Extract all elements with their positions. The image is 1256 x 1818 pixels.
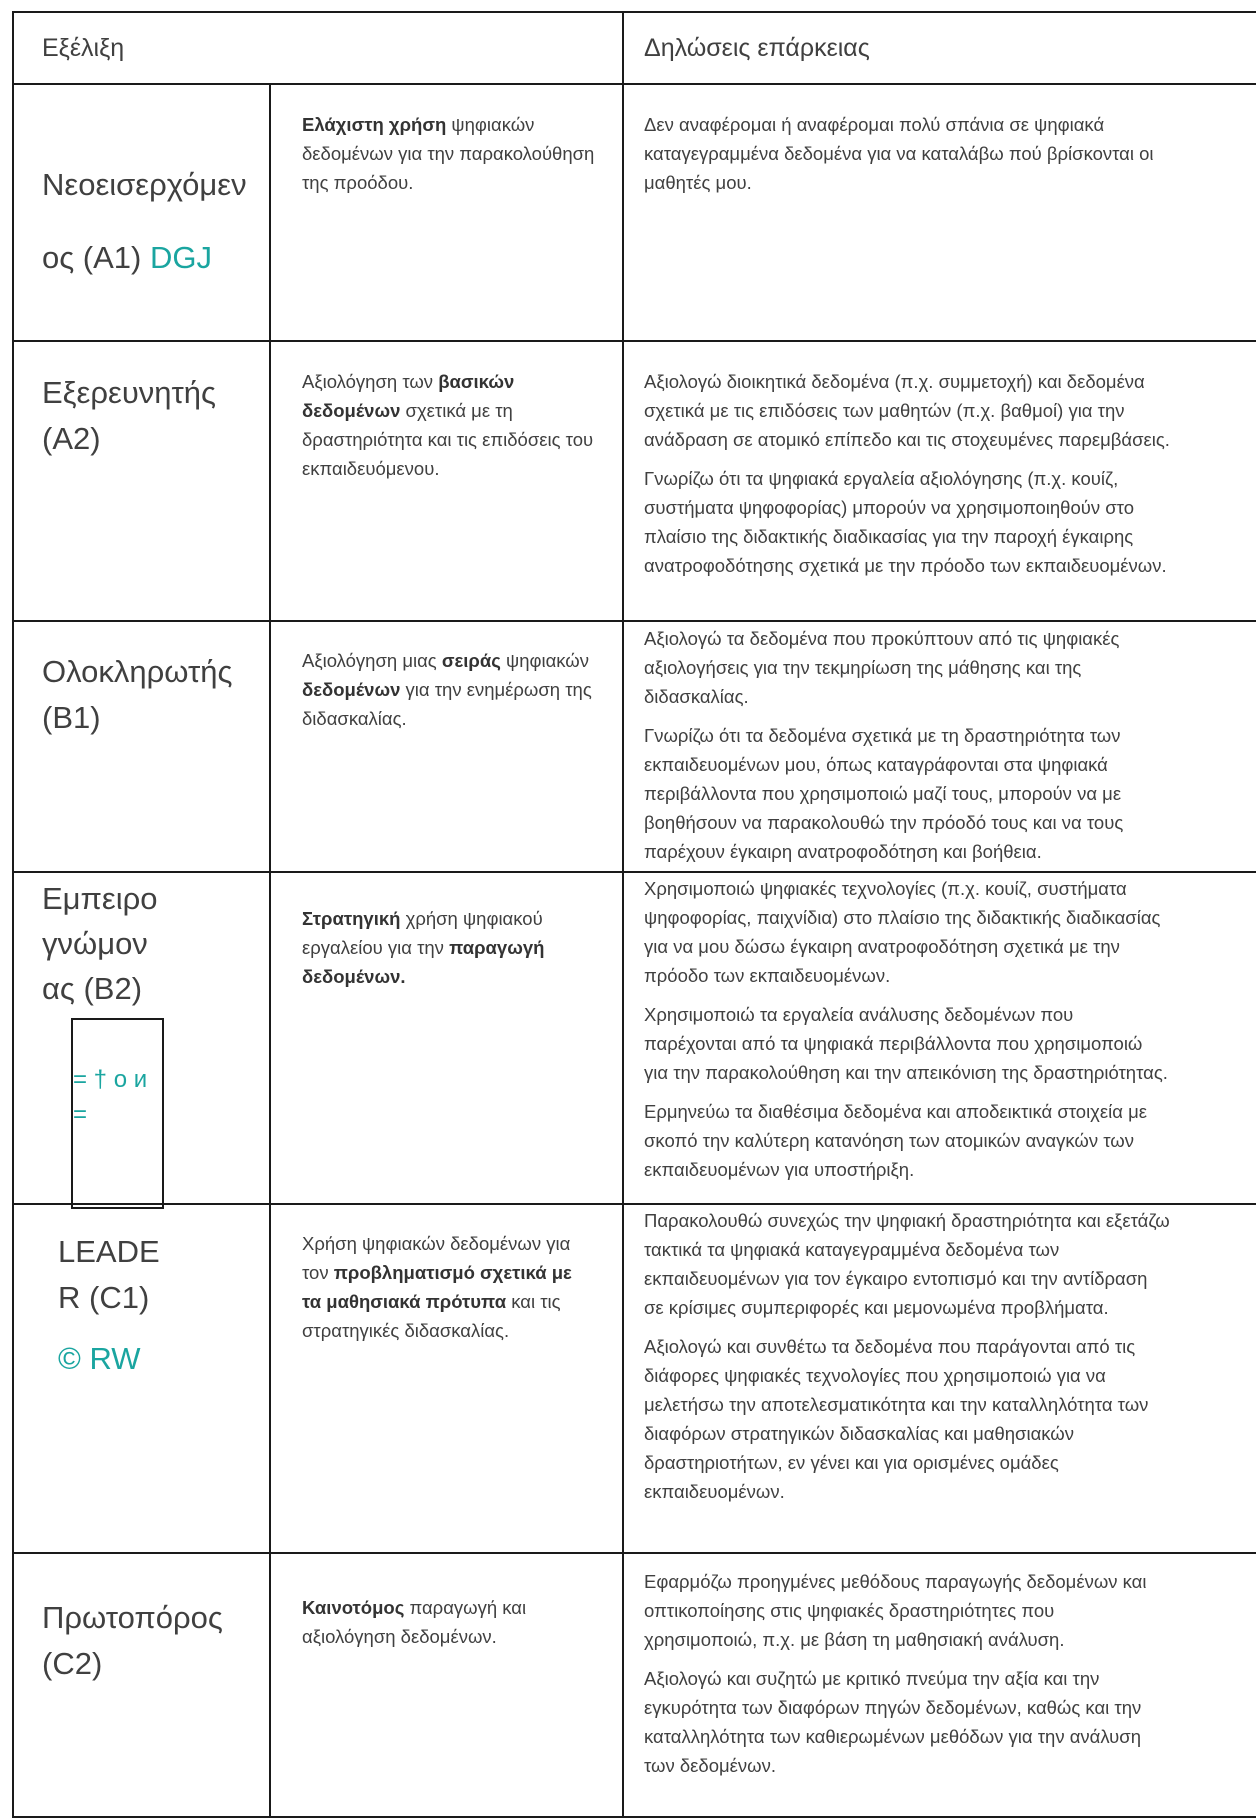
- level-c1-summary-pre: Χρήση ψηφιακών δεδομένων για τον: [302, 1233, 571, 1283]
- level-b1-line2: (B1): [42, 700, 101, 735]
- level-a1-extra: DGJ: [149, 240, 212, 275]
- statement-b2-3: Ερμηνεύω τα διαθέσιμα δεδομένα και αποδεικτικά στοιχεία με σκοπό την καλύτερη κατανόηση των ατομικών αναγκών των εκπαιδευομένων για υποστήριξη.: [644, 1101, 1147, 1180]
- row-divider-5: [12, 1552, 1256, 1554]
- level-b1-summary-bold: σειράς: [441, 650, 501, 671]
- level-b1-line1: Ολοκληρωτής: [42, 654, 233, 689]
- statement-a1-1: Δεν αναφέρομαι ή αναφέρομαι πολύ σπάνια σε ψηφιακά καταγεγραμμένα δεδομένα για να καταλάβω πού βρίσκονται οι μαθητές μου.: [644, 114, 1154, 193]
- level-c1-statements: [644, 1206, 1170, 1506]
- level-c1-extra: © RW: [58, 1341, 141, 1376]
- level-b1-summary-bold2: δεδομένων: [302, 679, 401, 700]
- row-divider-2: [12, 620, 1256, 622]
- level-b2-line1: Εμπειρο: [42, 881, 158, 916]
- row-divider-1: [12, 340, 1256, 342]
- statement-b1-2: Γνωρίζω ότι τα δεδομένα σχετικά με τη δραστηριότητα των εκπαιδευομένων μου, όπως καταγράφονται στα ψηφιακά περιβάλλοντα που χρησιμοποιώ μαζί τους, μπορούν να με βοηθήσουν να παρακολουθώ την πρόοδό τους και να τους παρέχουν έγκαιρη ανατροφοδότηση και βοήθεια.: [644, 725, 1124, 862]
- level-a2-summary-pre: Αξιολόγηση των: [302, 371, 439, 392]
- level-b2-summary-bold2: παραγωγή δεδομένων.: [302, 937, 545, 987]
- level-b2-box-line2: =: [73, 1101, 88, 1128]
- level-a1-summary-rest: ψηφιακών δεδομένων για την παρακολούθηση της προόδου.: [302, 114, 595, 193]
- header-competence-statements: Δηλώσεις επάρκειας: [644, 34, 870, 62]
- level-b1-statements: [644, 624, 1123, 866]
- statement-c2-2: Αξιολογώ και συζητώ με κριτικό πνεύμα την αξία και την εγκυρότητα των διαφόρων πηγών δεδομένων, καθώς και την καταλληλότητα των καθιερωμένων μεθόδων για την ανάλυση των δεδομένων.: [644, 1668, 1142, 1776]
- level-b2-summary-mid: χρήση ψηφιακού εργαλείου για την: [302, 908, 543, 958]
- column-divider-2: [622, 11, 624, 1818]
- level-c2-line2: (C2): [42, 1646, 103, 1681]
- level-b1: [42, 649, 232, 741]
- statement-a2-1: Αξιολογώ διοικητικά δεδομένα (π.χ. συμμετοχή) και δεδομένα σχετικά με τις επιδόσεις των μαθητών (π.χ. βαθμοί) για την ανάδραση σε ατομικό επίπεδο και τις στοχευμένες παρεμβάσεις.: [644, 371, 1170, 450]
- level-a2: [42, 370, 216, 462]
- level-b1-summary: [302, 646, 602, 733]
- level-b2-summary: [302, 904, 602, 991]
- level-c2-summary-bold: Καινοτόμος: [302, 1597, 405, 1618]
- level-c1-summary-bold: προβληματισμό σχετικά με τα μαθησιακά πρότυπα: [302, 1262, 572, 1312]
- level-b2: [42, 876, 158, 1011]
- statement-a2-2: Γνωρίζω ότι τα ψηφιακά εργαλεία αξιολόγησης (π.χ. κουίζ, συστήματα ψηφοφορίας) μπορούν να χρησιμοποιηθούν στο πλαίσιο της διδακτικής διαδικασίας για την παροχή έγκαιρης ανατροφοδότησης σχετικά με την πρόοδο των εκπαιδευομένων.: [644, 468, 1167, 576]
- level-c1-line2: R (C1): [58, 1280, 150, 1315]
- level-a2-summary: [302, 367, 612, 483]
- level-a1-line2-wrap: [42, 221, 247, 294]
- statement-c1-1: Παρακολουθώ συνεχώς την ψηφιακή δραστηριότητα και εξετάζω τακτικά τα ψηφιακά καταγεγραμμένα δεδομένα των εκπαιδευομένων για τον έγκαιρο εντοπισμό και την αντίδραση σε κρίσιμες συμπεριφορές και μεμονωμένα προβλήματα.: [644, 1210, 1170, 1318]
- level-a2-summary-bold: βασικών δεδομένων: [302, 371, 515, 421]
- level-a2-line2: (A2): [42, 421, 101, 456]
- level-b2-statements: [644, 874, 1168, 1184]
- level-c2-summary: [302, 1593, 582, 1651]
- column-divider-1: [269, 83, 271, 1818]
- statement-b1-1: Αξιολογώ τα δεδομένα που προκύπτουν από τις ψηφιακές αξιολογήσεις για την τεκμηρίωση της μάθησης και της διδασκαλίας.: [644, 628, 1120, 707]
- level-c1-summary-rest: και τις στρατηγικές διδασκαλίας.: [302, 1291, 561, 1341]
- level-a1-line2: ος (A1): [42, 240, 150, 275]
- level-c2-line1: Πρωτοπόρος: [42, 1600, 223, 1635]
- level-a1-statements: [644, 110, 1154, 197]
- statement-b2-2: Χρησιμοποιώ τα εργαλεία ανάλυσης δεδομένων που παρέχονται από τα ψηφιακά περιβάλλοντα που χρησιμοποιώ για την παρακολούθηση και την απεικόνιση της δραστηριότητας.: [644, 1004, 1168, 1083]
- row-divider-3: [12, 871, 1256, 873]
- level-a1-summary-bold: Ελάχιστη χρήση: [302, 114, 447, 135]
- level-a2-statements: [644, 367, 1170, 580]
- header-row-divider: [12, 83, 1256, 85]
- level-c2-statements: [644, 1567, 1146, 1780]
- level-b1-summary-rest: για την ενημέρωση της διδασκαλίας.: [302, 679, 592, 729]
- statement-b2-1: Χρησιμοποιώ ψηφιακές τεχνολογίες (π.χ. κουίζ, συστήματα ψηφοφορίας, παιχνίδια) στο πλαίσιο της διδακτικής διαδικασίας για να μου δώσω έγκαιρη ανατροφοδότηση σχετικά με την πρόοδο των εκπαιδευομένων.: [644, 878, 1161, 986]
- level-c1: [58, 1229, 160, 1382]
- level-a1-line1: Νεοεισερχόμεν: [42, 167, 247, 202]
- level-a2-summary-rest: σχετικά με τη δραστηριότητα και τις επιδόσεις του εκπαιδευόμενου.: [302, 400, 594, 479]
- level-a1: [42, 148, 247, 294]
- statement-c2-1: Εφαρμόζω προηγμένες μεθόδους παραγωγής δεδομένων και οπτικοποίησης στις ψηφιακές δραστηριότητες που χρησιμοποιώ, π.χ. με βάση τη μαθησιακή ανάλυση.: [644, 1571, 1147, 1650]
- level-c1-summary: [302, 1229, 592, 1345]
- level-b2-summary-bold: Στρατηγική: [302, 908, 401, 929]
- level-b2-text-box: [71, 1018, 164, 1209]
- level-b1-summary-mid: ψηφιακών: [500, 650, 589, 671]
- level-a1-summary: [302, 110, 602, 197]
- level-a2-line1: Εξερευνητής: [42, 375, 216, 410]
- level-b1-summary-pre: Αξιολόγηση μιας: [302, 650, 442, 671]
- table-border-top: [12, 11, 1256, 13]
- table-border-left: [12, 11, 14, 1818]
- level-c1-line1: LEADE: [58, 1234, 160, 1269]
- level-b2-line2: γνώμον: [42, 926, 148, 961]
- level-c2-summary-rest: παραγωγή και αξιολόγηση δεδομένων.: [302, 1597, 527, 1647]
- header-progression: Εξέλιξη: [42, 34, 125, 62]
- level-c2: [42, 1595, 223, 1687]
- level-b2-box-line1: = † ο и: [73, 1066, 148, 1093]
- row-divider-4: [12, 1203, 1256, 1205]
- statement-c1-2: Αξιολογώ και συνθέτω τα δεδομένα που παράγονται από τις διάφορες ψηφιακές τεχνολογίες που χρησιμοποιώ για να μελετήσω την αποτελεσματικότητα και την καταλληλότητα των διαφόρων στρατηγικών διδασκαλίας και μαθησιακών δραστηριοτήτων, εν γένει και για ορισμένες ομάδες εκπαιδευομένων.: [644, 1336, 1149, 1502]
- level-b2-line3: ας (B2): [42, 971, 143, 1006]
